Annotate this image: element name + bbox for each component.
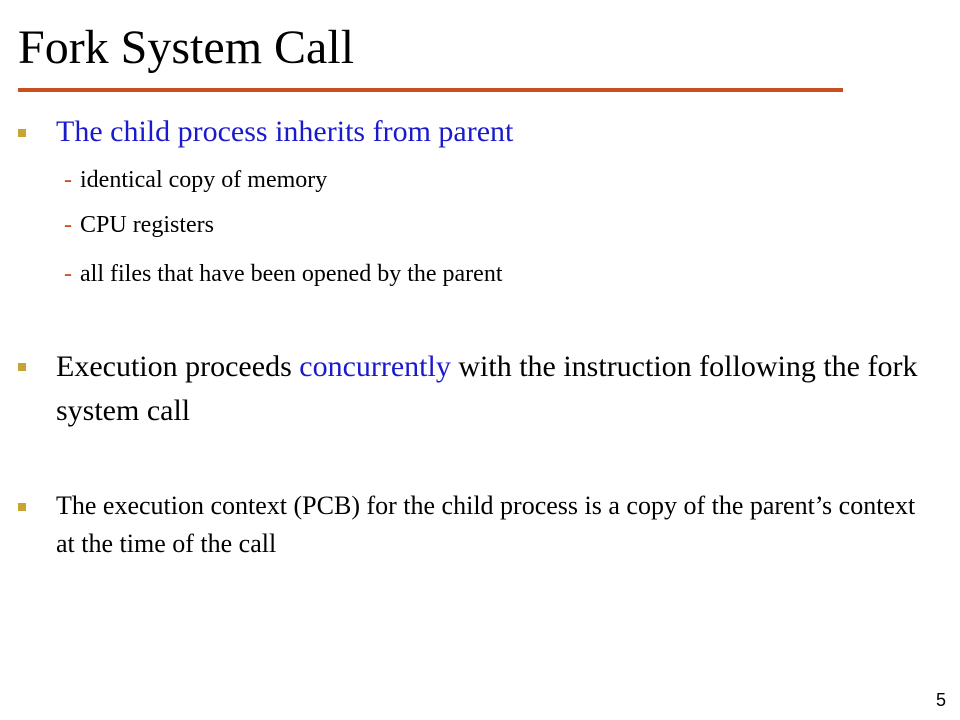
bullet-item-execution	[18, 345, 938, 435]
bullet-text-part: Execution proceeds	[56, 350, 300, 383]
bullet-text-part: with the instruction following the fork system call	[56, 350, 918, 427]
bullet-item-inherits	[18, 112, 938, 152]
dash-bullet-icon: -	[64, 167, 72, 193]
title-underline	[18, 88, 843, 92]
bullet-text: The child process inherits from parent	[56, 115, 514, 148]
bullet-item-pcb	[18, 487, 938, 567]
slide-title: Fork System Call	[18, 21, 355, 74]
sub-item-text: CPU registers	[80, 212, 214, 238]
square-bullet-icon	[18, 363, 26, 371]
sub-item-memory	[64, 165, 327, 195]
bullet-text: The execution context (PCB) for the child process is a copy of the parent’s context at the time of the call	[56, 491, 916, 558]
dash-bullet-icon: -	[64, 212, 72, 238]
sub-item-text: identical copy of memory	[80, 167, 328, 193]
sub-item-text: all files that have been opened by the parent	[80, 261, 503, 287]
page-number: 5	[936, 690, 947, 710]
sub-item-files	[64, 259, 503, 289]
square-bullet-icon	[18, 129, 26, 137]
highlight-concurrently: concurrently	[299, 350, 451, 383]
bullet-text	[56, 345, 938, 433]
sub-item-registers	[64, 210, 214, 240]
square-bullet-icon	[18, 503, 26, 511]
dash-bullet-icon: -	[64, 261, 72, 287]
